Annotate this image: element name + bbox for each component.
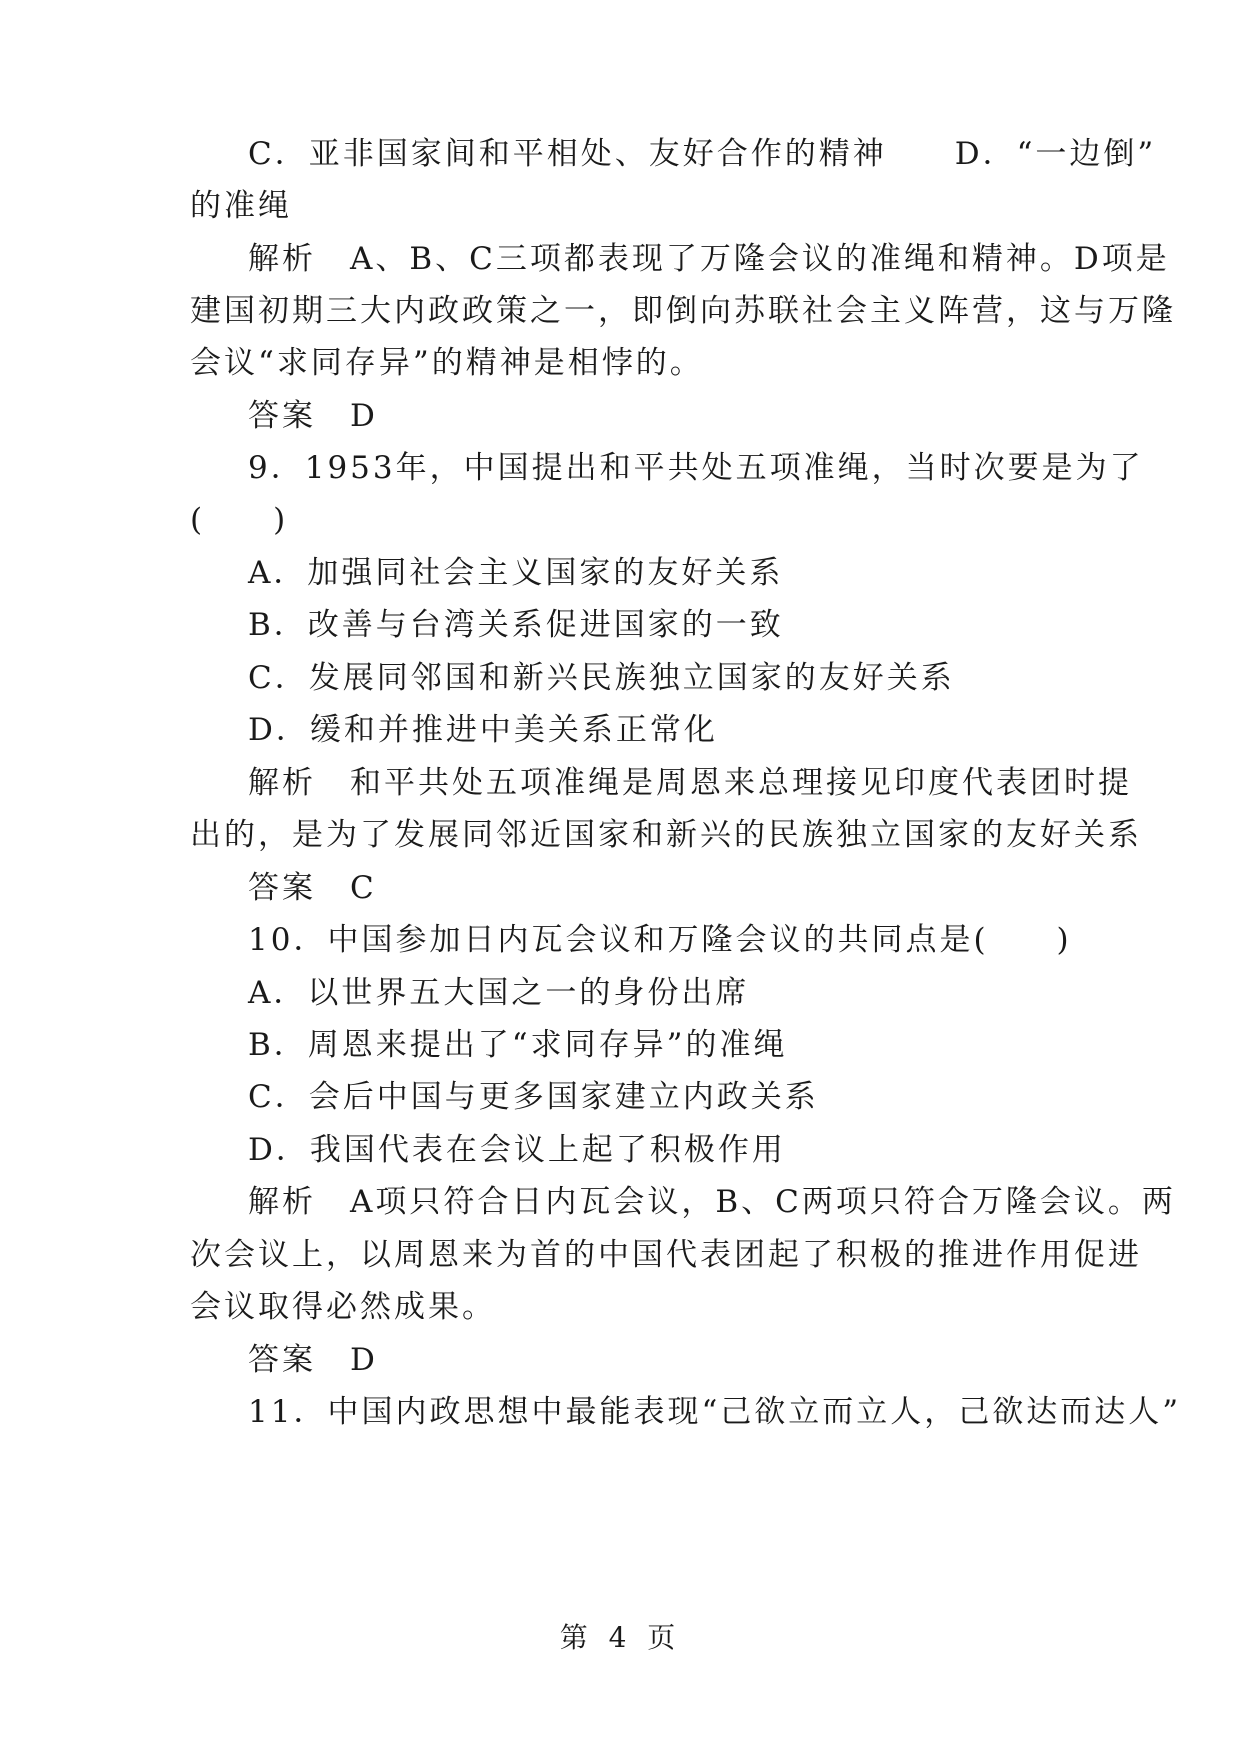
question-11-stem: 11．中国内政思想中最能表现“己欲立而立人，己欲达而达人”: [248, 1394, 1182, 1430]
answer-8: 答案 D: [248, 398, 378, 434]
question-9-stem: 9．1953年，中国提出和平共处五项准绳，当时次要是为了: [248, 450, 1144, 486]
answer-10: 答案 D: [248, 1342, 378, 1378]
question-10-option-b: B．周恩来提出了“求同存异”的准绳: [248, 1027, 788, 1063]
option-d-continuation: 的准绳: [190, 188, 292, 224]
analysis-9-line-1: 解析 和平共处五项准绳是周恩来总理接见印度代表团时提: [248, 765, 1132, 801]
question-9-blank: ( ): [190, 502, 289, 538]
question-10-stem: 10．中国参加日内瓦会议和万隆会议的共同点是( ): [248, 922, 1072, 958]
question-9-option-b: B．改善与台湾关系促进国家的一致: [248, 607, 784, 643]
page-number: 第 4 页: [559, 1621, 682, 1654]
analysis-10-line-1: 解析 A项只符合日内瓦会议，B、C两项只符合万隆会议。两: [248, 1184, 1176, 1220]
question-9-option-a: A．加强同社会主义国家的友好关系: [248, 555, 784, 591]
question-10-option-c: C．会后中国与更多国家建立内政关系: [248, 1079, 819, 1115]
analysis-9-line-2: 出的，是为了发展同邻近国家和新兴的民族独立国家的友好关系: [190, 817, 1142, 853]
analysis-8-line-2: 建国初期三大内政政策之一，即倒向苏联社会主义阵营，这与万隆: [190, 293, 1176, 329]
analysis-10-line-2: 次会议上，以周恩来为首的中国代表团起了积极的推进作用促进: [190, 1237, 1142, 1273]
answer-9: 答案 C: [248, 870, 377, 906]
question-9-option-c: C．发展同邻国和新兴民族独立国家的友好关系: [248, 660, 955, 696]
analysis-10-line-3: 会议取得必然成果。: [190, 1289, 496, 1325]
question-10-option-a: A．以世界五大国之一的身份出席: [248, 975, 750, 1011]
question-10-option-d: D．我国代表在会议上起了积极作用: [248, 1132, 786, 1168]
question-9-option-d: D．缓和并推进中美关系正常化: [248, 712, 718, 748]
option-c-line: C．亚非国家间和平相处、友好合作的精神 D．“一边倒”: [248, 136, 1157, 172]
document-page: [190, 0, 1182, 1754]
analysis-8-line-1: 解析 A、B、C三项都表现了万隆会议的准绳和精神。D项是: [248, 241, 1170, 277]
analysis-8-line-3: 会议“求同存异”的精神是相悖的。: [190, 345, 704, 381]
